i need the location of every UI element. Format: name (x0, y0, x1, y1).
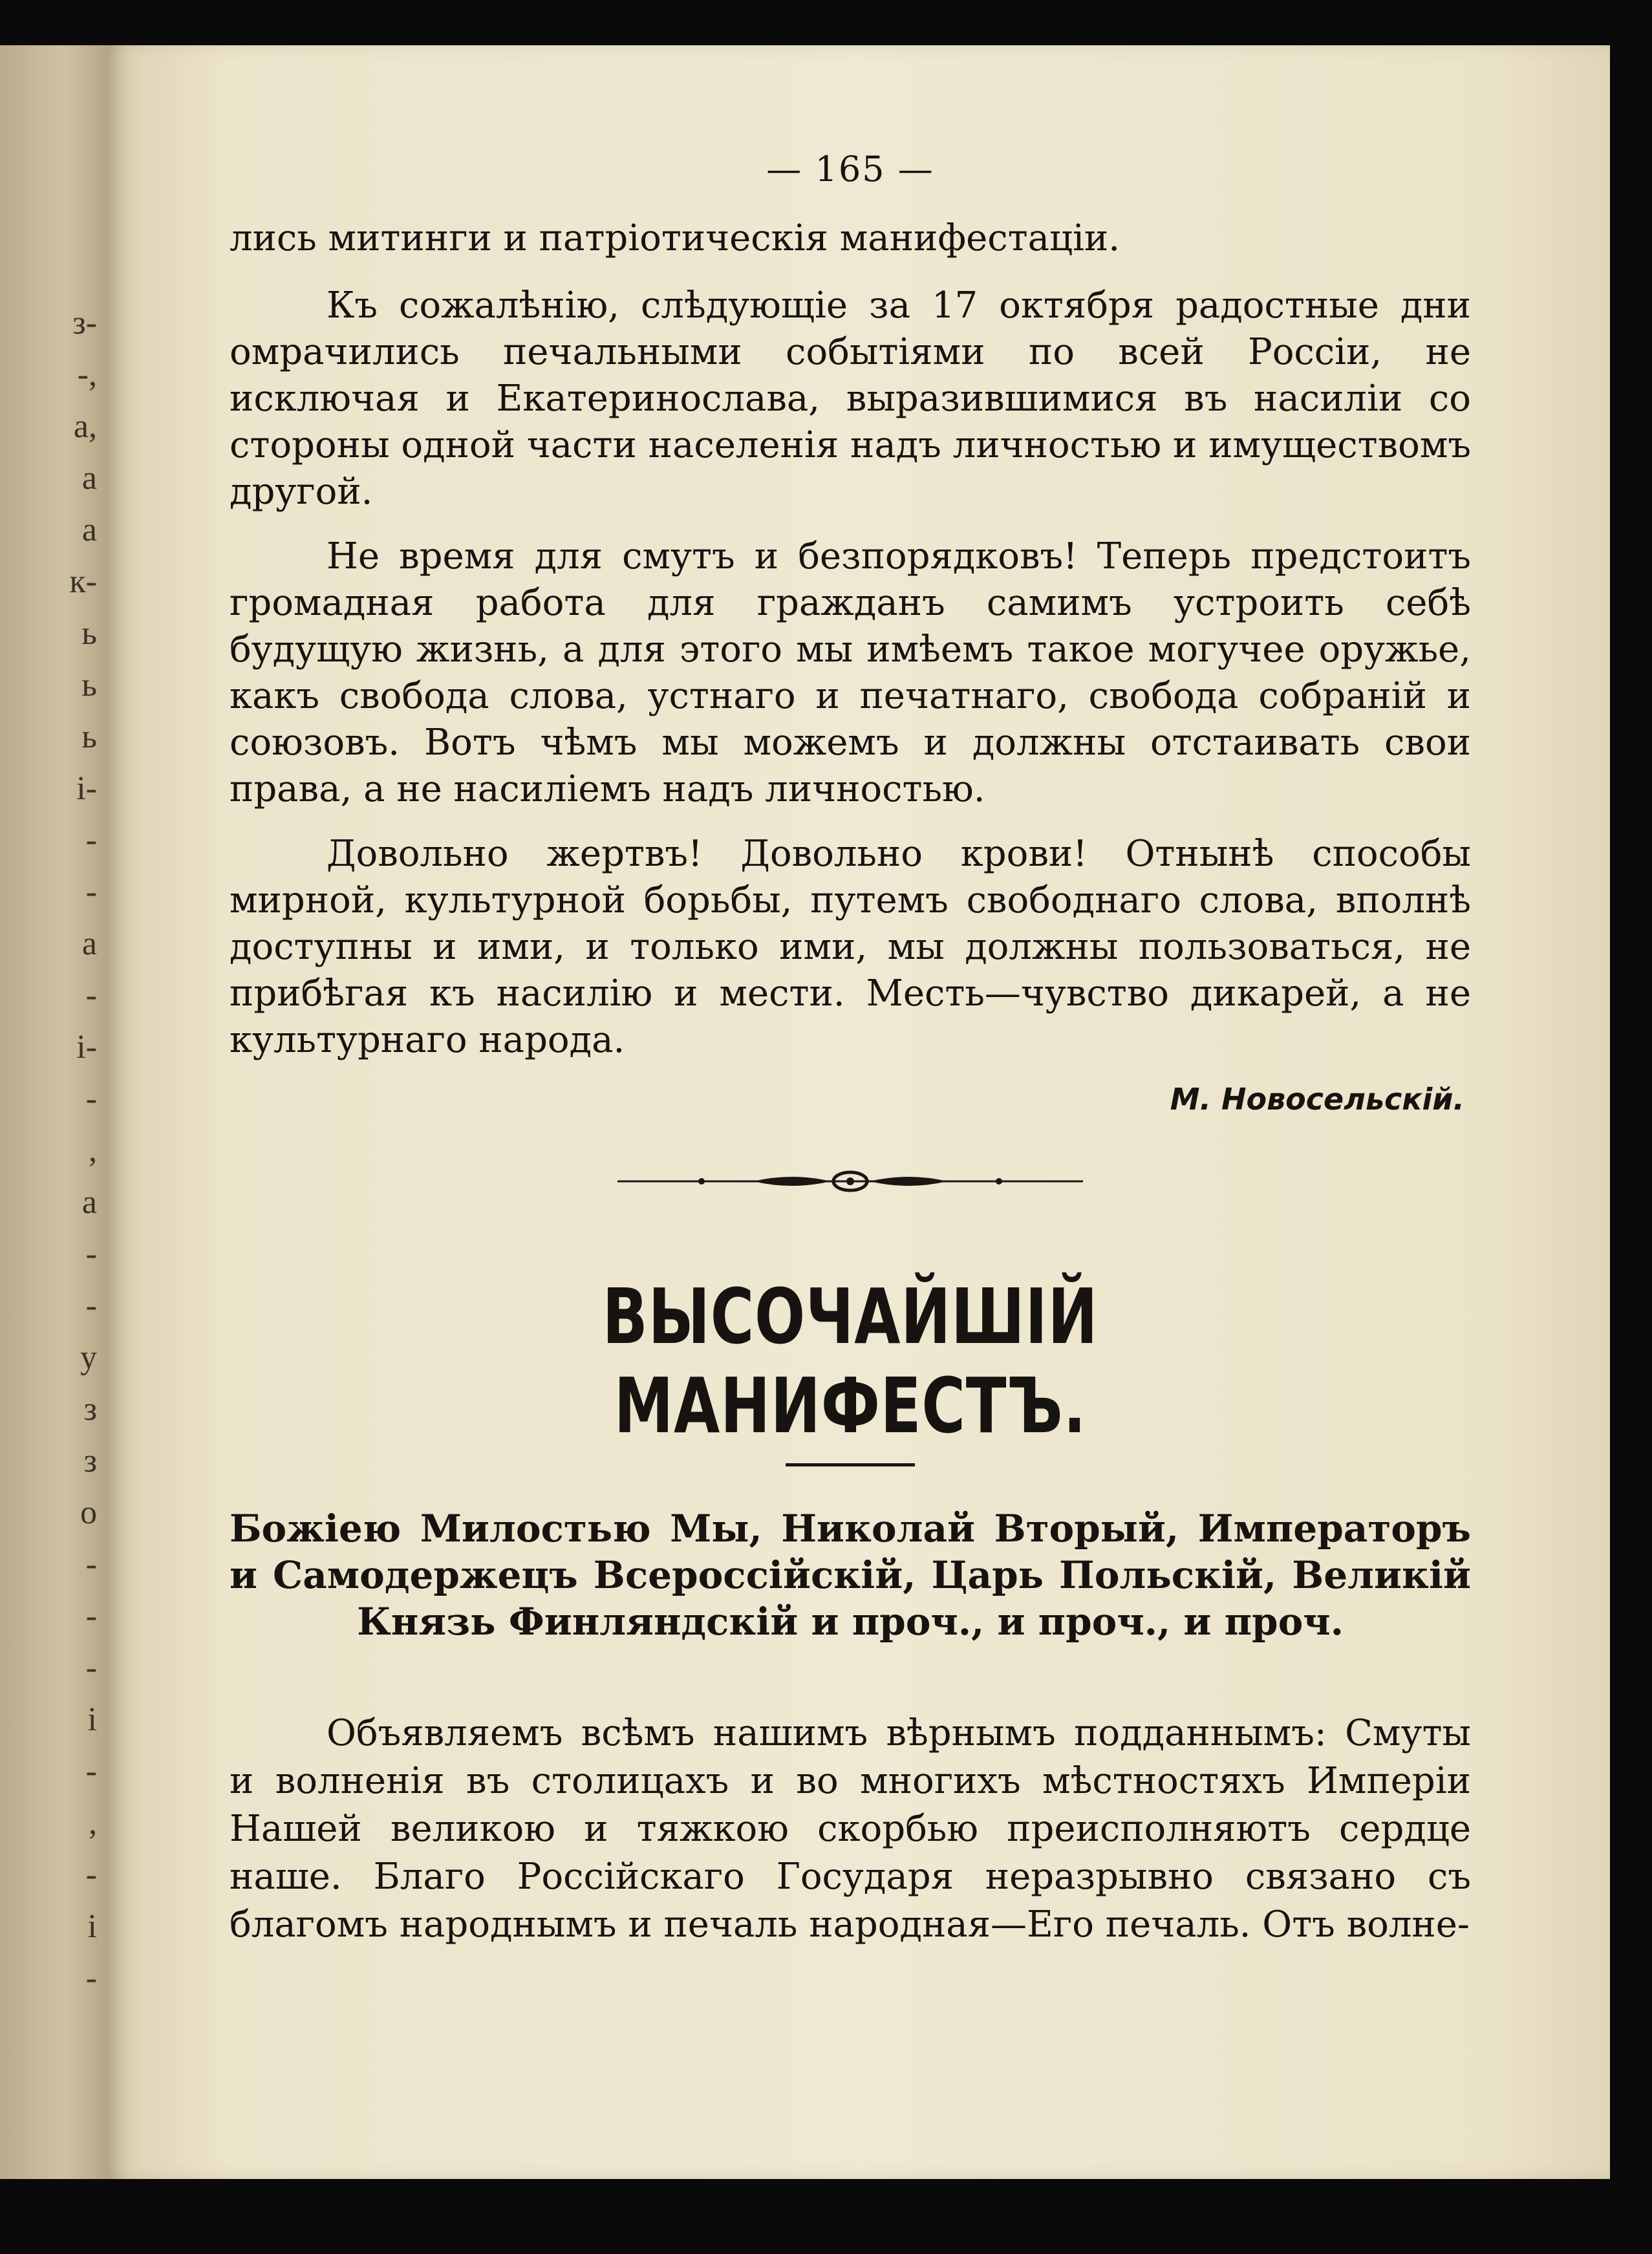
book-page (107, 45, 1610, 2179)
edge-glyph: ь (81, 615, 97, 652)
paragraph: Не время для смутъ и безпорядковъ! Теперь предстоитъ громадная работа для гражданъ самимъ устроить себѣ будущую жизнь, а для этого мы имѣемъ такое могучее оружье, какъ свобода слова, устнаго и печатнаго, свобода собраній и союзовъ. Вотъ чѣмъ мы можемъ и должны отстаивать свои права, а не насиліемъ надъ личностью. (230, 535, 1471, 810)
page-number: — 165 — (766, 149, 934, 189)
edge-glyph: к- (69, 563, 97, 600)
edge-glyph: , (89, 1805, 97, 1841)
edge-glyph: - (85, 874, 97, 910)
title-rule (786, 1463, 915, 1466)
edge-glyph: і- (76, 1029, 97, 1066)
manifesto-title: ВЫСОЧАЙШІЙ МАНИФЕСТЪ. (602, 1272, 1099, 1450)
edge-glyph: - (85, 1753, 97, 1790)
edge-glyph: - (85, 977, 97, 1014)
edge-glyph: з (83, 1443, 97, 1479)
edge-glyph: , (89, 1132, 97, 1169)
page-content (230, 149, 1471, 1949)
author-signature: М. Новосельскій. (1170, 1082, 1464, 1117)
edge-glyph: -, (77, 356, 97, 393)
edge-glyph: - (85, 1649, 97, 1686)
paragraph: Довольно жертвъ! Довольно крови! Отнынѣ способы мирной, культурной борьбы, путемъ свободнаго слова, вполнѣ доступны и ими, и только ими, мы должны пользоваться, не прибѣгая къ насилію и мести. Месть—чувство дикарей, а не культурнаго народа. (230, 833, 1471, 1061)
edge-glyph: а (81, 1184, 97, 1221)
edge-glyph: а, (73, 408, 97, 445)
edge-glyph: з- (72, 305, 97, 341)
edge-glyph: і (87, 1908, 97, 1945)
edge-glyph: - (85, 1856, 97, 1893)
edge-glyph: ь (81, 718, 97, 755)
ornament-divider-icon (617, 1168, 1083, 1194)
edge-glyph: - (85, 1287, 97, 1324)
edge-glyph: - (85, 1960, 97, 1997)
edge-glyph: з (83, 1391, 97, 1428)
edge-glyph: і (87, 1701, 97, 1738)
paragraph: Къ сожалѣнію, слѣдующіе за 17 октября радостные дни омрачились печальными событіями по всей Россіи, не исключая и Екатеринослава, выразившимися въ насиліи со стороны одной части населенія надъ личностью и имуществомъ другой. (230, 284, 1471, 513)
paragraph-continuation: лись митинги и патріотическія манифестаціи. (230, 217, 1121, 259)
edge-glyph: ь (81, 667, 97, 703)
edge-glyph: - (85, 1236, 97, 1272)
edge-glyph: і- (76, 770, 97, 807)
manifesto-text: Объявляемъ всѣмъ нашимъ вѣрнымъ подданнымъ: Смуты и волненія въ столицахъ и во многихъ мѣстностяхъ Имперіи Нашей великою и тяжкою скорбью преисполняютъ сердце наше. Благо Россійскаго Государя неразрывно связано съ благомъ народнымъ и печаль народная—Его печаль. Отъ волне- (230, 1712, 1471, 1946)
adjacent-page-edge (0, 45, 107, 2179)
edge-glyph: а (81, 925, 97, 962)
edge-glyph: - (85, 1546, 97, 1583)
manifesto-intro: Божіею Милостью Мы, Николай Вторый, Императоръ и Самодержецъ Всероссійскій, Царь Польскій, Великій Князь Финляндскій и проч., и проч., и проч. (230, 1507, 1471, 1644)
edge-glyph: - (85, 1080, 97, 1117)
edge-glyph: - (85, 822, 97, 859)
edge-glyph: о (80, 1494, 97, 1531)
edge-glyph: - (85, 1598, 97, 1635)
edge-glyph: а (81, 511, 97, 548)
edge-glyph: а (81, 460, 97, 497)
edge-glyph: у (80, 1339, 97, 1376)
